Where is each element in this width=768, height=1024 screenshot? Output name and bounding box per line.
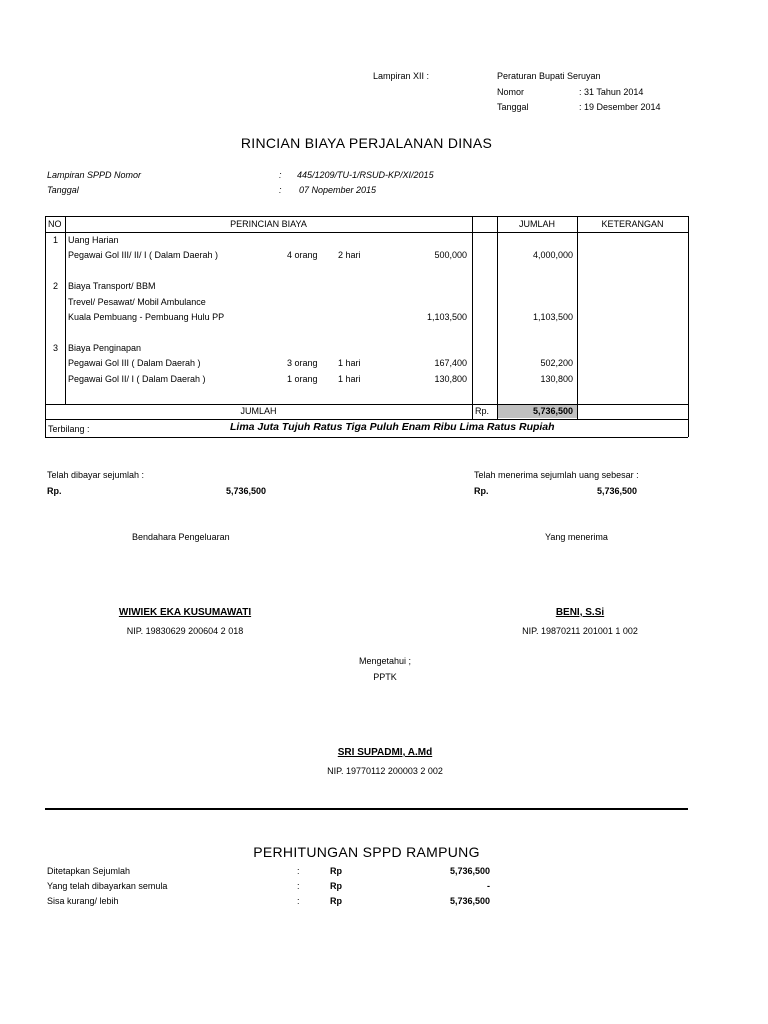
- row-desc: Kuala Pembuang - Pembuang Hulu PP: [68, 312, 225, 322]
- row-desc: Biaya Transport/ BBM: [68, 281, 156, 291]
- row-duration: 1 hari: [338, 358, 361, 368]
- paid-currency: Rp.: [47, 486, 62, 496]
- treasurer-role: Bendahara Pengeluaran: [132, 532, 230, 542]
- sppd-nomor-colon: :: [279, 170, 282, 180]
- row-desc: Pegawai Gol II/ I ( Dalam Daerah ): [68, 374, 206, 384]
- row-desc: Biaya Penginapan: [68, 343, 142, 353]
- received-value: 5,736,500: [597, 486, 638, 496]
- lampiran-label: Lampiran XII :: [373, 71, 430, 81]
- row-desc: Trevel/ Pesawat/ Mobil Ambulance: [68, 297, 206, 307]
- header-jumlah: JUMLAH: [518, 219, 555, 229]
- section-divider: [45, 808, 688, 810]
- summary-value: -: [487, 881, 490, 891]
- nomor-label: Nomor: [497, 87, 525, 97]
- total-label: JUMLAH: [240, 406, 277, 416]
- summary-label: Ditetapkan Sejumlah: [47, 866, 131, 876]
- row-rate: 1,103,500: [426, 312, 467, 322]
- receiver-role: Yang menerima: [545, 532, 608, 542]
- row-no: 2: [53, 281, 59, 291]
- summary-colon: :: [297, 896, 300, 906]
- header-keterangan: KETERANGAN: [601, 219, 664, 229]
- pptk-name: SRI SUPADMI, A.Md: [337, 747, 433, 758]
- sppd-nomor-value: 445/1209/TU-1/RSUD-KP/XI/2015: [297, 170, 434, 180]
- row-qty: 4 orang: [287, 250, 318, 260]
- sppd-nomor-label: Lampiran SPPD Nomor: [47, 170, 142, 180]
- header-perincian: PERINCIAN BIAYA: [230, 219, 307, 229]
- summary-currency: Rp: [330, 896, 342, 906]
- receiver-nip: NIP. 19870211 201001 1 002: [522, 626, 638, 636]
- treasurer-nip: NIP. 19830629 200604 2 018: [126, 626, 244, 636]
- summary-colon: :: [297, 881, 300, 891]
- terbilang-label: Terbilang :: [48, 424, 90, 434]
- paid-label: Telah dibayar sejumlah :: [47, 470, 145, 480]
- summary-currency: Rp: [330, 881, 342, 891]
- row-amount: 130,800: [540, 374, 573, 384]
- summary-currency: Rp: [330, 866, 342, 876]
- peraturan-text: Peraturan Bupati Seruyan: [497, 71, 601, 81]
- pptk-nip: NIP. 19770112 200003 2 002: [327, 766, 443, 776]
- sppd-tanggal-value: 07 Nopember 2015: [299, 185, 377, 195]
- row-duration: 2 hari: [338, 250, 361, 260]
- summary-colon: :: [297, 866, 300, 876]
- acknowledged-label: Mengetahui ;: [358, 656, 412, 666]
- summary-title: PERHITUNGAN SPPD RAMPUNG: [253, 844, 480, 860]
- total-currency: Rp.: [475, 406, 490, 416]
- row-amount: 4,000,000: [532, 250, 573, 260]
- receiver-name: BENI, S.Si: [555, 607, 605, 618]
- sppd-tanggal-label: Tanggal: [47, 185, 79, 195]
- received-currency: Rp.: [474, 486, 489, 496]
- row-duration: 1 hari: [338, 374, 361, 384]
- summary-value: 5,736,500: [449, 866, 490, 876]
- tanggal-value: : 19 Desember 2014: [579, 102, 661, 112]
- sppd-tanggal-colon: :: [279, 185, 282, 195]
- row-rate: 130,800: [434, 374, 467, 384]
- page-title: RINCIAN BIAYA PERJALANAN DINAS: [240, 135, 493, 151]
- paid-value: 5,736,500: [226, 486, 267, 496]
- row-desc: Pegawai Gol III ( Dalam Daerah ): [68, 358, 201, 368]
- pptk-label: PPTK: [373, 672, 397, 682]
- received-label: Telah menerima sejumlah uang sebesar :: [474, 470, 639, 480]
- tanggal-label: Tanggal: [497, 102, 529, 112]
- row-rate: 500,000: [434, 250, 467, 260]
- row-no: 3: [53, 343, 59, 353]
- row-rate: 167,400: [434, 358, 467, 368]
- row-no: 1: [53, 235, 59, 245]
- total-value: 5,736,500: [532, 406, 573, 416]
- summary-label: Sisa kurang/ lebih: [47, 896, 119, 906]
- row-amount: 502,200: [540, 358, 573, 368]
- row-desc: Pegawai Gol III/ II/ I ( Dalam Daerah ): [68, 250, 219, 260]
- row-amount: 1,103,500: [532, 312, 573, 322]
- header-no: NO: [48, 219, 62, 229]
- row-qty: 1 orang: [287, 374, 318, 384]
- row-qty: 3 orang: [287, 358, 318, 368]
- nomor-value: : 31 Tahun 2014: [579, 87, 644, 97]
- summary-value: 5,736,500: [449, 896, 490, 906]
- treasurer-name: WIWIEK EKA KUSUMAWATI: [118, 607, 252, 618]
- summary-label: Yang telah dibayarkan semula: [47, 881, 168, 891]
- row-desc: Uang Harian: [68, 235, 119, 245]
- terbilang-value: Lima Juta Tujuh Ratus Tiga Puluh Enam Ribu Lima Ratus Rupiah: [230, 421, 555, 433]
